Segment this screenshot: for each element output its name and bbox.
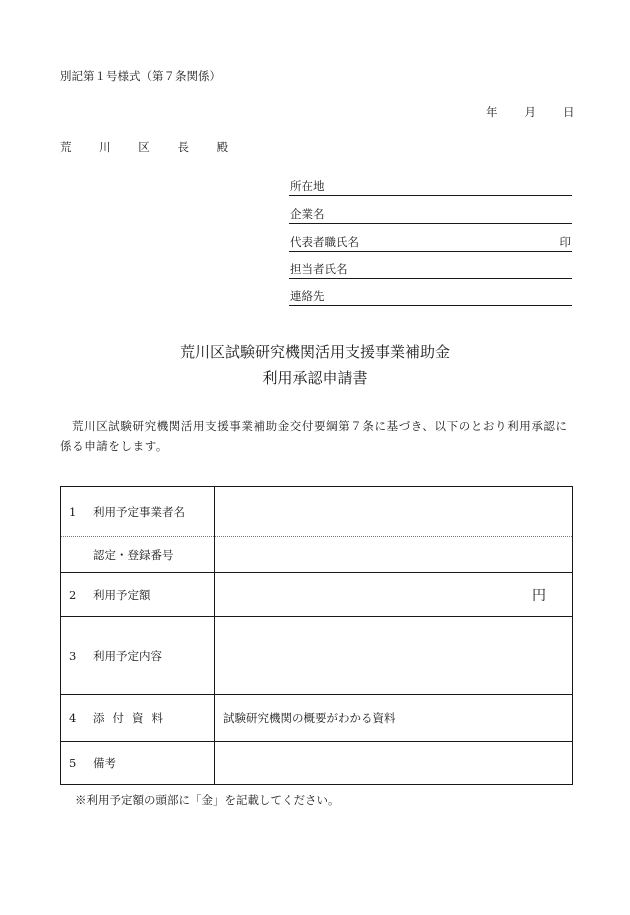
date-day: 日 bbox=[563, 105, 575, 119]
registration-number-input[interactable] bbox=[215, 537, 573, 573]
representative-field[interactable] bbox=[289, 234, 572, 252]
row-label: 備考 bbox=[93, 756, 116, 770]
intro-paragraph: 荒川区試験研究機関活用支援事業補助金交付要綱第７条に基づき、以下のとおり利用承認に係る申請をします。 bbox=[60, 419, 568, 453]
row-label-cell bbox=[61, 695, 215, 742]
row-number: 4 bbox=[69, 711, 77, 725]
application-table bbox=[60, 486, 573, 785]
table-row bbox=[61, 573, 573, 617]
company-field[interactable] bbox=[289, 206, 572, 224]
table-row bbox=[61, 537, 573, 573]
planned-amount-input[interactable] bbox=[215, 573, 573, 617]
row-label: 利用予定額 bbox=[93, 587, 151, 602]
row-label-cell bbox=[61, 573, 215, 617]
row-label: 添付資料 bbox=[93, 711, 171, 725]
row-number: 1 bbox=[69, 504, 77, 519]
document-subtitle: 利用承認申請書 bbox=[262, 369, 368, 387]
date-year: 年 bbox=[486, 105, 498, 119]
seal-mark: 印 bbox=[559, 235, 571, 249]
contact-person-field[interactable] bbox=[289, 261, 572, 279]
row-label: 利用予定内容 bbox=[93, 648, 162, 663]
table-row bbox=[61, 695, 573, 742]
yen-unit: 円 bbox=[532, 587, 546, 604]
operator-name-input[interactable] bbox=[215, 487, 573, 537]
contact-person-label: 担当者氏名 bbox=[290, 262, 348, 276]
row-number: 3 bbox=[69, 648, 77, 663]
contact-field[interactable] bbox=[289, 288, 572, 306]
date-month: 月 bbox=[524, 105, 536, 119]
row-label-cell bbox=[61, 742, 215, 785]
table-row bbox=[61, 742, 573, 785]
row-label-cell bbox=[61, 487, 215, 537]
address-label: 所在地 bbox=[290, 179, 325, 193]
row-label: 利用予定事業者名 bbox=[93, 504, 185, 519]
document-title: 荒川区試験研究機関活用支援事業補助金 bbox=[179, 343, 450, 361]
contact-label: 連絡先 bbox=[290, 289, 325, 303]
company-label: 企業名 bbox=[290, 207, 325, 221]
row-label: 認定・登録番号 bbox=[93, 547, 174, 562]
row-number: 2 bbox=[69, 587, 77, 602]
row-label-cell bbox=[61, 537, 215, 573]
attachment-value: 試験研究機関の概要がわかる資料 bbox=[215, 695, 573, 742]
row-label-cell bbox=[61, 617, 215, 695]
footnote: ※利用予定額の頭部に「金」を記載してください。 bbox=[75, 793, 340, 807]
table-row bbox=[61, 617, 573, 695]
planned-content-input[interactable] bbox=[215, 617, 573, 695]
address-field[interactable] bbox=[289, 178, 572, 196]
representative-label: 代表者職氏名 bbox=[290, 235, 359, 249]
addressee: 荒 川 区 長 殿 bbox=[60, 140, 241, 154]
form-number: 別記第１号様式（第７条関係） bbox=[60, 69, 221, 83]
row-number: 5 bbox=[69, 756, 77, 770]
remarks-input[interactable] bbox=[215, 742, 573, 785]
date-line bbox=[486, 104, 575, 120]
table-row bbox=[61, 487, 573, 537]
